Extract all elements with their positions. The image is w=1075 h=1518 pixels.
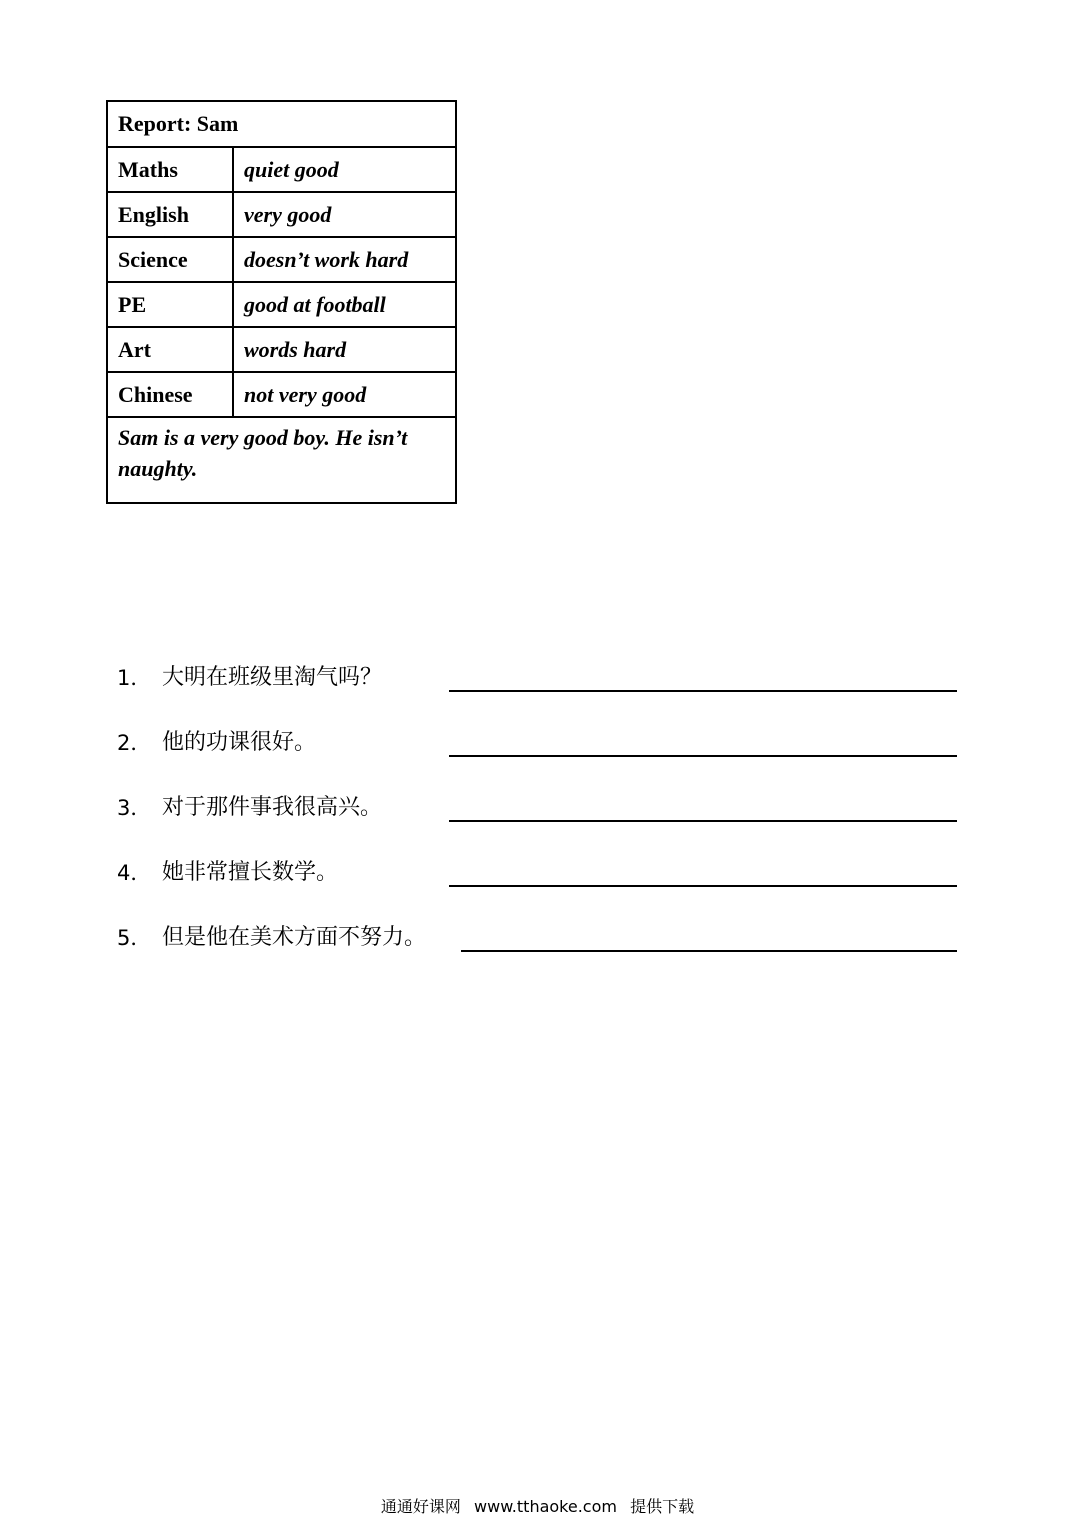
question-item — [117, 790, 957, 855]
question-number: 2． — [117, 731, 152, 755]
subject-cell: PE — [107, 282, 233, 327]
comment-cell: good at football — [233, 282, 456, 327]
comment-cell: very good — [233, 192, 456, 237]
question-item — [117, 855, 957, 920]
page-footer — [0, 1494, 1075, 1517]
comment-cell: not very good — [233, 372, 456, 417]
comment-cell: words hard — [233, 327, 456, 372]
comment-cell: doesn’t work hard — [233, 237, 456, 282]
report-summary: Sam is a very good boy. He isn’t naughty. — [107, 417, 456, 503]
report-summary-row — [107, 417, 456, 503]
report-row — [107, 327, 456, 372]
question-text: 大明在班级里淘气吗？ — [162, 665, 383, 690]
answer-line[interactable] — [449, 755, 957, 757]
answer-line[interactable] — [449, 690, 957, 692]
report-row — [107, 282, 456, 327]
report-title: Report: Sam — [107, 101, 456, 147]
footer-note: 提供下载 — [630, 1497, 695, 1516]
subject-cell: English — [107, 192, 233, 237]
answer-line[interactable] — [449, 820, 957, 822]
footer-site-name: 通通好课网 — [380, 1497, 461, 1516]
subject-cell: Art — [107, 327, 233, 372]
subject-cell: Maths — [107, 147, 233, 192]
report-table — [106, 100, 457, 504]
question-item — [117, 660, 957, 725]
question-text: 她非常擅长数学。 — [162, 860, 339, 885]
question-text: 对于那件事我很高兴。 — [162, 795, 383, 820]
question-item — [117, 920, 957, 985]
answer-line[interactable] — [449, 885, 957, 887]
comment-cell: quiet good — [233, 147, 456, 192]
subject-cell: Science — [107, 237, 233, 282]
report-row — [107, 147, 456, 192]
question-number: 3． — [117, 796, 152, 820]
footer-url[interactable]: www.tthaoke.com — [474, 1497, 617, 1516]
report-title-row — [107, 101, 456, 147]
question-number: 5． — [117, 926, 152, 950]
question-text: 他的功课很好。 — [162, 730, 317, 755]
subject-cell: Chinese — [107, 372, 233, 417]
report-row — [107, 237, 456, 282]
question-number: 4． — [117, 861, 152, 885]
answer-line[interactable] — [461, 950, 957, 952]
translation-questions — [117, 660, 957, 985]
question-text: 但是他在美术方面不努力。 — [162, 925, 427, 950]
report-row — [107, 372, 456, 417]
question-number: 1． — [117, 666, 152, 690]
question-item — [117, 725, 957, 790]
report-row — [107, 192, 456, 237]
